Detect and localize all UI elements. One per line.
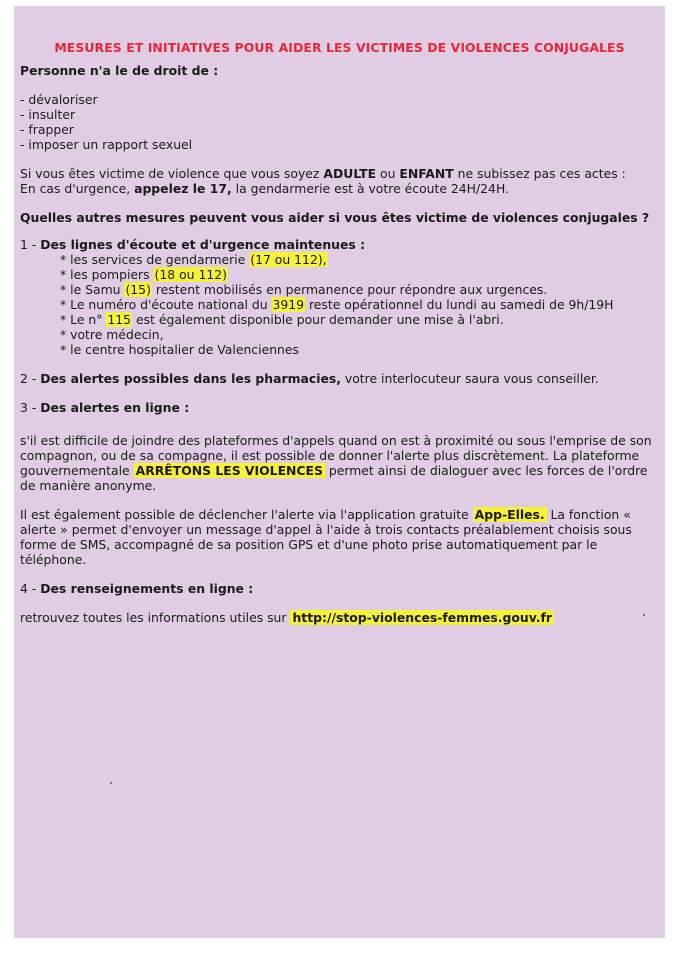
document-page <box>14 6 665 938</box>
adult-label: ADULTE <box>323 166 377 181</box>
list-item: * Le numéro d'écoute national du 3919 reste opérationnel du lundi au samedi de 9h/19H <box>60 297 614 312</box>
intro-list-item: - frapper <box>20 122 74 137</box>
highlighted-number: 3919 <box>272 297 305 312</box>
section-2-heading: Des alertes possibles dans les pharmacies, <box>40 371 341 386</box>
highlighted-number: 115 <box>107 312 132 327</box>
section-2: 2 - Des alertes possibles dans les pharmacies, votre interlocuteur saura vous conseiller. <box>20 371 599 386</box>
list-item: * les pompiers (18 ou 112) <box>60 267 227 282</box>
document-title: MESURES ET INITIATIVES POUR AIDER LES VICTIMES DE VIOLENCES CONJUGALES <box>54 40 625 55</box>
list-item: * le Samu (15) restent mobilisés en permanence pour répondre aux urgences. <box>60 282 548 297</box>
highlighted-number: (17 ou 112), <box>250 252 327 267</box>
call-17-label: appelez le 17, <box>134 181 232 196</box>
scan-speck <box>643 614 645 616</box>
list-item: * le centre hospitalier de Valenciennes <box>60 342 299 357</box>
intro-heading: Personne n'a le de droit de : <box>20 63 219 78</box>
list-item: * Le n° 115 est également disponible pour demander une mise à l'abri. <box>60 312 504 327</box>
question-heading: Quelles autres mesures peuvent vous aider si vous êtes victime de violences conjugales ? <box>20 210 650 225</box>
section-1-heading: 1 - Des lignes d'écoute et d'urgence maintenues : <box>20 237 366 252</box>
section-4-heading: 4 - Des renseignements en ligne : <box>20 581 254 596</box>
child-label: ENFANT <box>399 166 454 181</box>
highlighted-number: (15) <box>125 282 151 297</box>
section-1 <box>20 237 659 357</box>
website-link[interactable]: http://stop-violences-femmes.gouv.fr <box>292 610 552 625</box>
intro-list-item: - insulter <box>20 107 76 122</box>
intro-list-item: - dévaloriser <box>20 92 98 107</box>
list-item: * votre médecin, <box>60 327 164 342</box>
victim-paragraph <box>20 166 659 196</box>
section-3-paragraph-1: s'il est difficile de joindre des plateformes d'appels quand on est à proximité ou sous l'emprise de son compagnon, ou de sa compagne, il est possible de donner l'alerte plus discrètement. La plateforme gouvernementale ARRÊTONS LES VIOLENCES permet ainsi de dialoguer avec les forces de l'ordre de manière anonyme. <box>20 433 652 493</box>
intro-list-item: - imposer un rapport sexuel <box>20 137 193 152</box>
section-4-paragraph: retrouvez toutes les informations utiles sur http://stop-violences-femmes.gouv.fr <box>20 610 552 625</box>
victim-line-2: En cas d'urgence, appelez le 17, la gendarmerie est à votre écoute 24H/24H. <box>20 181 509 196</box>
highlighted-number: (18 ou 112) <box>154 267 227 282</box>
victim-line-1: Si vous êtes victime de violence que vous soyez ADULTE ou ENFANT ne subissez pas ces actes : <box>20 166 626 181</box>
section-3-heading: 3 - Des alertes en ligne : <box>20 400 190 415</box>
platform-name: ARRÊTONS LES VIOLENCES <box>135 463 323 478</box>
list-item: * les services de gendarmerie (17 ou 112), <box>60 252 327 267</box>
intro-list <box>20 92 659 152</box>
app-name: App-Elles. <box>474 507 545 522</box>
section-3-paragraph-2: Il est également possible de déclencher l'alerte via l'application gratuite App-Elles. La fonction « alerte » permet d'envoyer un message d'appel à l'aide à trois contacts préalablement choisis sous forme de SMS, accompagné de sa position GPS et d'une photo prise automatiquement par le téléphone. <box>20 507 632 567</box>
scan-speck <box>110 782 112 784</box>
